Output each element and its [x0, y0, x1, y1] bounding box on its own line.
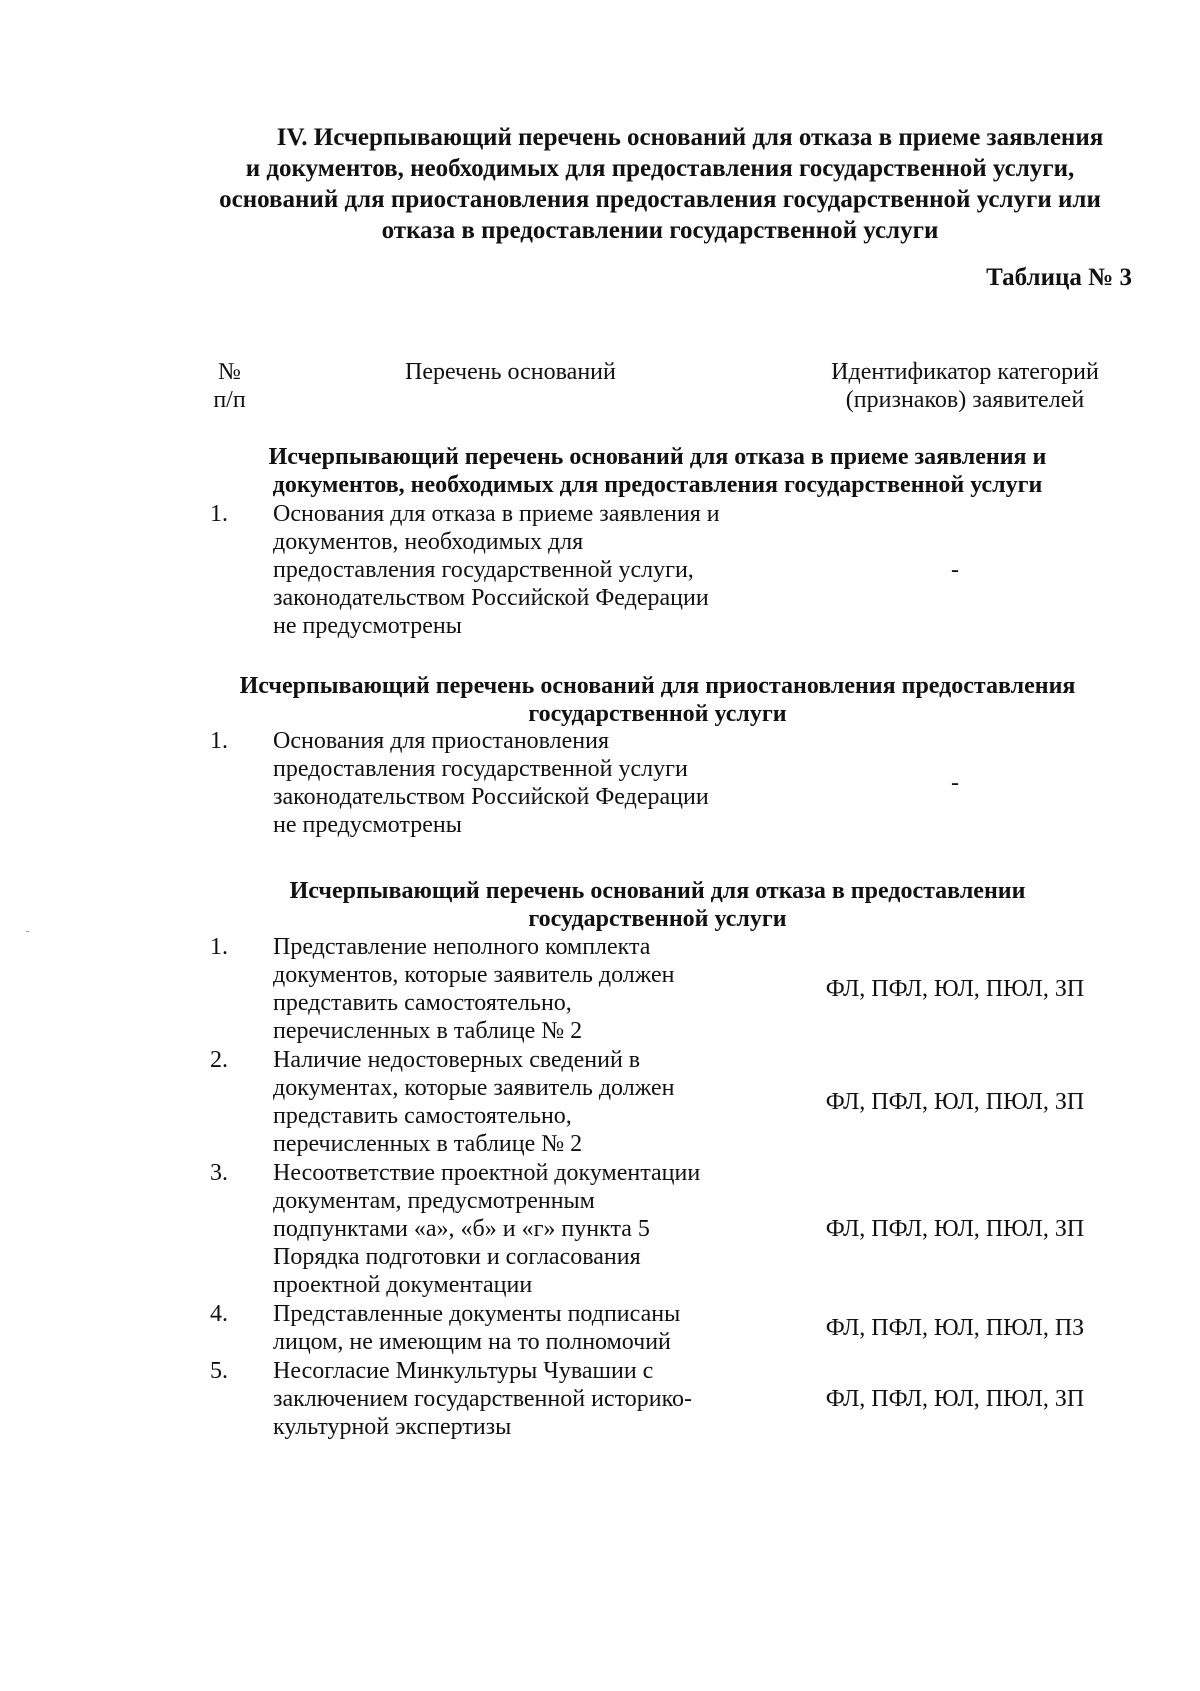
row-text-line: не предусмотрены — [273, 812, 462, 838]
row-text-line: Основания для отказа в приеме заявления и — [273, 501, 720, 527]
row-text-line: Представление неполного комплекта — [273, 934, 651, 960]
row-text — [273, 500, 765, 640]
section-title-line: документов, необходимых для предоставления государственной услуги — [272, 472, 1043, 498]
row-text-line: предоставления государственной услуги, — [273, 557, 694, 583]
column-header-list: Перечень оснований — [405, 359, 616, 385]
section-title-line: государственной услуги — [528, 701, 787, 727]
row-text-line: представить самостоятельно, — [273, 990, 572, 1016]
row-text-line: подпунктами «а», «б» и «г» пункта 5 — [273, 1216, 650, 1242]
row-text-line: не предусмотрены — [273, 613, 462, 639]
section-title — [195, 443, 1120, 499]
row-number: 1. — [210, 728, 228, 754]
row-text-line: Несоответствие проектной документации — [273, 1160, 701, 1186]
column-header-identifier — [800, 358, 1130, 414]
row-text-line: заключением государственной историко- — [273, 1386, 693, 1412]
row-text-line: законодательством Российской Федерации — [273, 585, 709, 611]
section-title — [195, 672, 1120, 728]
row-text-line: документов, которые заявитель должен — [273, 962, 675, 988]
column-header-line: (признаков) заявителей — [845, 387, 1085, 413]
table-label: Таблица № 3 — [986, 264, 1132, 291]
row-text-line: Несогласие Минкультуры Чувашии с — [273, 1358, 654, 1384]
section-title-line: государственной услуги — [528, 906, 787, 932]
row-text-line: перечисленных в таблице № 2 — [273, 1131, 583, 1157]
row-text-line: Представленные документы подписаны — [273, 1301, 681, 1327]
row-text — [273, 1046, 765, 1158]
row-text-line: документам, предусмотренным — [273, 1188, 595, 1214]
scan-speck — [26, 931, 29, 932]
row-identifier: - — [951, 770, 959, 796]
section-title-line: Исчерпывающий перечень оснований для отказа в предоставлении — [289, 878, 1026, 904]
row-text-line: предоставления государственной услуги — [273, 756, 688, 782]
row-text-line: перечисленных в таблице № 2 — [273, 1018, 583, 1044]
row-text-line: документах, которые заявитель должен — [273, 1075, 675, 1101]
heading-line: и документов, необходимых для предоставления государственной услуги, — [245, 155, 1075, 182]
column-header-line: № — [218, 359, 241, 385]
row-text-line: Порядка подготовки и согласования — [273, 1244, 641, 1270]
section-title-line: Исчерпывающий перечень оснований для приостановления предоставления — [239, 673, 1076, 699]
column-header-line: п/п — [213, 387, 246, 413]
row-number: 2. — [210, 1047, 228, 1073]
row-text — [273, 1159, 765, 1299]
row-number: 3. — [210, 1160, 228, 1186]
column-header-number — [207, 358, 252, 414]
row-text-line: проектной документации — [273, 1272, 533, 1298]
row-text-line: Наличие недостоверных сведений в — [273, 1047, 641, 1073]
row-identifier: - — [951, 557, 959, 583]
row-number: 1. — [210, 501, 228, 527]
row-text — [273, 1357, 765, 1441]
column-header-line: Идентификатор категорий — [831, 359, 1099, 385]
row-text — [273, 1300, 765, 1356]
row-text — [273, 933, 765, 1045]
row-text-line: представить самостоятельно, — [273, 1103, 572, 1129]
row-identifier: ФЛ, ПФЛ, ЮЛ, ПЮЛ, ПЗ — [825, 1315, 1085, 1341]
row-identifier: ФЛ, ПФЛ, ЮЛ, ПЮЛ, ЗП — [825, 1216, 1085, 1242]
heading-line: оснований для приостановления предоставления государственной услуги или — [219, 186, 1101, 213]
row-number: 4. — [210, 1301, 228, 1327]
section-title — [195, 877, 1120, 933]
section-heading — [190, 122, 1130, 246]
row-text-line: Основания для приостановления — [273, 728, 610, 754]
row-number: 5. — [210, 1358, 228, 1384]
row-text-line: документов, необходимых для — [273, 529, 584, 555]
row-text-line: законодательством Российской Федерации — [273, 784, 709, 810]
section-title-line: Исчерпывающий перечень оснований для отказа в приеме заявления и — [268, 444, 1047, 470]
row-identifier: ФЛ, ПФЛ, ЮЛ, ПЮЛ, ЗП — [825, 976, 1085, 1002]
row-identifier: ФЛ, ПФЛ, ЮЛ, ПЮЛ, ЗП — [825, 1089, 1085, 1115]
row-text — [273, 727, 765, 839]
heading-line: отказа в предоставлении государственной услуги — [381, 217, 939, 244]
row-text-line: лицом, не имеющим на то полномочий — [273, 1329, 671, 1355]
heading-line: IV. Исчерпывающий перечень оснований для отказа в приеме заявления — [276, 124, 1104, 151]
row-identifier: ФЛ, ПФЛ, ЮЛ, ПЮЛ, ЗП — [825, 1386, 1085, 1412]
row-number: 1. — [210, 934, 228, 960]
row-text-line: культурной экспертизы — [273, 1414, 512, 1440]
